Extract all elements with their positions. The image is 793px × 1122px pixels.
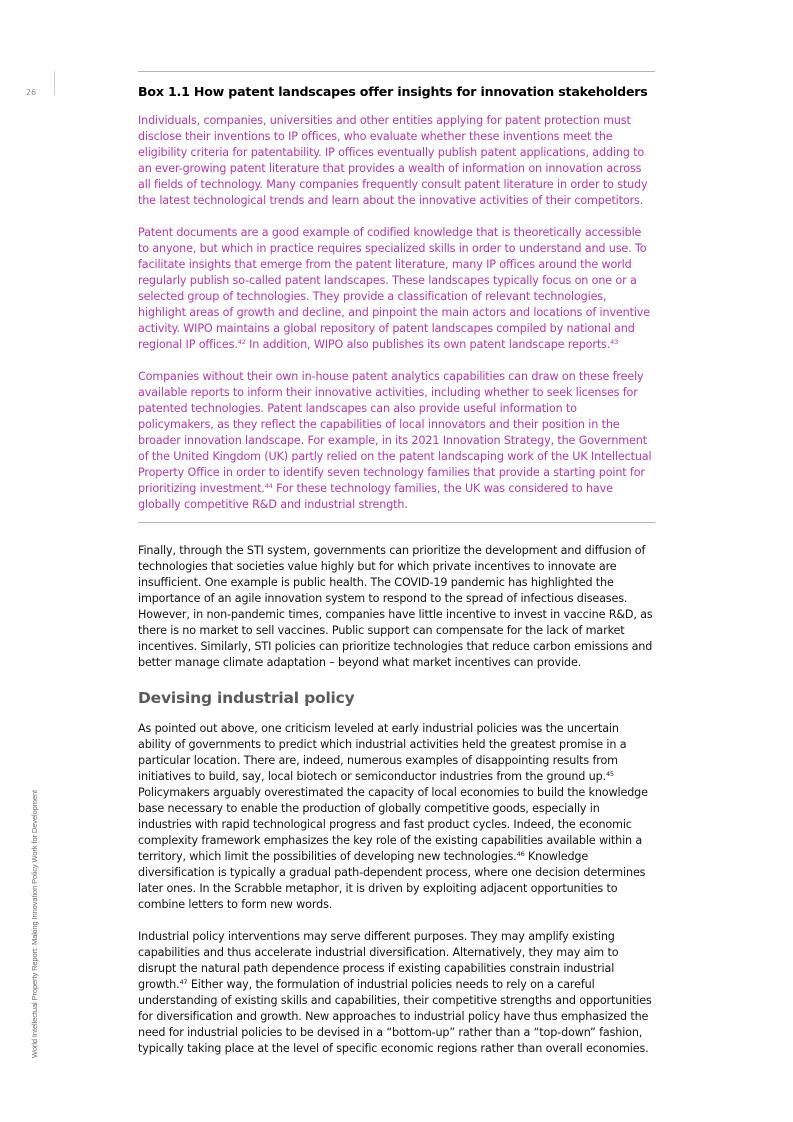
section-heading: Devising industrial policy — [138, 689, 355, 707]
footnote-ref-42[interactable]: 42 — [237, 338, 246, 346]
box-p3-text-b: For these technology families, the UK was considered to have globally competitive R&D and industrial strength. — [138, 482, 613, 511]
main-content — [138, 71, 655, 1073]
body-paragraph-1 — [138, 543, 655, 671]
body-p2-text-b: Policymakers arguably overestimated the capacity of local economies to build the knowledge base necessary to enable the production of globally competitive goods, especially in industries with rapid technological progress and fast product cycles. Indeed, the economic complexity framework emphasizes the key role of the existing capabilities available within a territory, which limit the possibilities of developing new technologies. — [138, 786, 648, 863]
box-p2-text-a: Patent documents are a good example of codified knowledge that is theoretically accessible to anyone, but which in practice requires specialized skills in order to understand and use. To facilitate insights that emerge from the patent literature, many IP offices around the world regularly publish so-called patent landscapes. These landscapes typically focus on one or a selected group of technologies. They provide a classification of relevant technologies, highlight areas of growth and decline, and pinpoint the main actors and locations of inventive activity. WIPO maintains a global repository of patent landscapes compiled by national and regional IP offices. — [138, 226, 650, 351]
footnote-ref-45[interactable]: 45 — [605, 770, 614, 778]
footnote-ref-44[interactable]: 44 — [264, 482, 273, 490]
info-box — [138, 71, 655, 523]
body-p1-text: Finally, through the STI system, governments can prioritize the development and diffusion of technologies that societies value highly but for which private incentives to innovate are insufficient. One example is public health. The COVID-19 pandemic has highlighted the importance of an agile innovation system to respond to the spread of infectious diseases. However, in non-pandemic times, companies have little incentive to invest in vaccine R&D, as there is no market to sell vaccines. Public support can compensate for the lack of market incentives. Similarly, STI policies can prioritize technologies that reduce carbon emissions and better manage climate adaptation – beyond what market incentives can provide. — [138, 544, 653, 669]
body-p3-text-b: Either way, the formulation of industrial policies needs to rely on a careful understanding of existing skills and capabilities, their competitive strengths and opportunities for diversification and growth. New approaches to industrial policy have thus emphasized the need for industrial policies to be devised in a “bottom-up” rather than a “top-down” fashion, typically taking place at the level of specific economic regions rather than overall economies. — [138, 978, 652, 1055]
box-paragraph-2 — [138, 225, 655, 353]
body-p2-text-a: As pointed out above, one criticism leveled at early industrial policies was the uncertain ability of governments to predict which industrial activities held the greatest promise in a particular location. There are, indeed, numerous examples of disappointing results from initiatives to build, say, local biotech or semiconductor industries from the ground up. — [138, 722, 627, 783]
box-paragraph-3 — [138, 369, 655, 513]
box-p3-text-a: Companies without their own in-house patent analytics capabilities can draw on these freely available reports to inform their innovative activities, including whether to seek licenses for patented technologies. Patent landscapes can also provide useful information to policymakers, as they reflect the capabilities of local innovators and their position in the broader innovation landscape. For example, in its 2021 Innovation Strategy, the Government of the United Kingdom (UK) partly relied on the patent landscaping work of the UK Intellectual Property Office in order to identify seven technology families that provide a starting point for prioritizing investment. — [138, 370, 652, 495]
box-p1-text: Individuals, companies, universities and other entities applying for patent protection must disclose their inventions to IP offices, who evaluate whether these inventions meet the eligibility criteria for patentability. IP offices eventually publish patent applications, adding to an ever-growing patent literature that provides a wealth of information on innovation across all fields of technology. Many companies frequently consult patent literature in order to study the latest technological trends and learn about the innovative activities of their competitors. — [138, 114, 648, 207]
body-text — [138, 543, 655, 1057]
footnote-ref-47[interactable]: 47 — [179, 978, 188, 986]
box-p2-text-b: In addition, WIPO also publishes its own patent landscape reports. — [245, 338, 611, 351]
running-title: World Intellectual Property Report: Making Innovation Policy Work for Development — [30, 790, 39, 1058]
body-paragraph-2 — [138, 721, 655, 913]
body-paragraph-3 — [138, 929, 655, 1057]
body-p2-text-c: Knowledge diversification is typically a gradual path-dependent process, where one decision determines later ones. In the Scrabble metaphor, it is driven by exploiting adjacent opportunities to combine letters to form new words. — [138, 850, 646, 911]
box-paragraph-1 — [138, 113, 655, 209]
body-p3-text-a: Industrial policy interventions may serve different purposes. They may amplify existing capabilities and thus accelerate industrial diversification. Alternatively, they may aim to disrupt the natural path dependence process if existing capabilities constrain industrial growth. — [138, 930, 619, 991]
page-number: 26 — [26, 88, 37, 97]
box-title: Box 1.1 How patent landscapes offer insights for innovation stakeholders — [138, 84, 648, 99]
footnote-ref-43[interactable]: 43 — [610, 338, 619, 346]
footnote-ref-46[interactable]: 46 — [516, 850, 525, 858]
margin-rule — [54, 71, 55, 95]
